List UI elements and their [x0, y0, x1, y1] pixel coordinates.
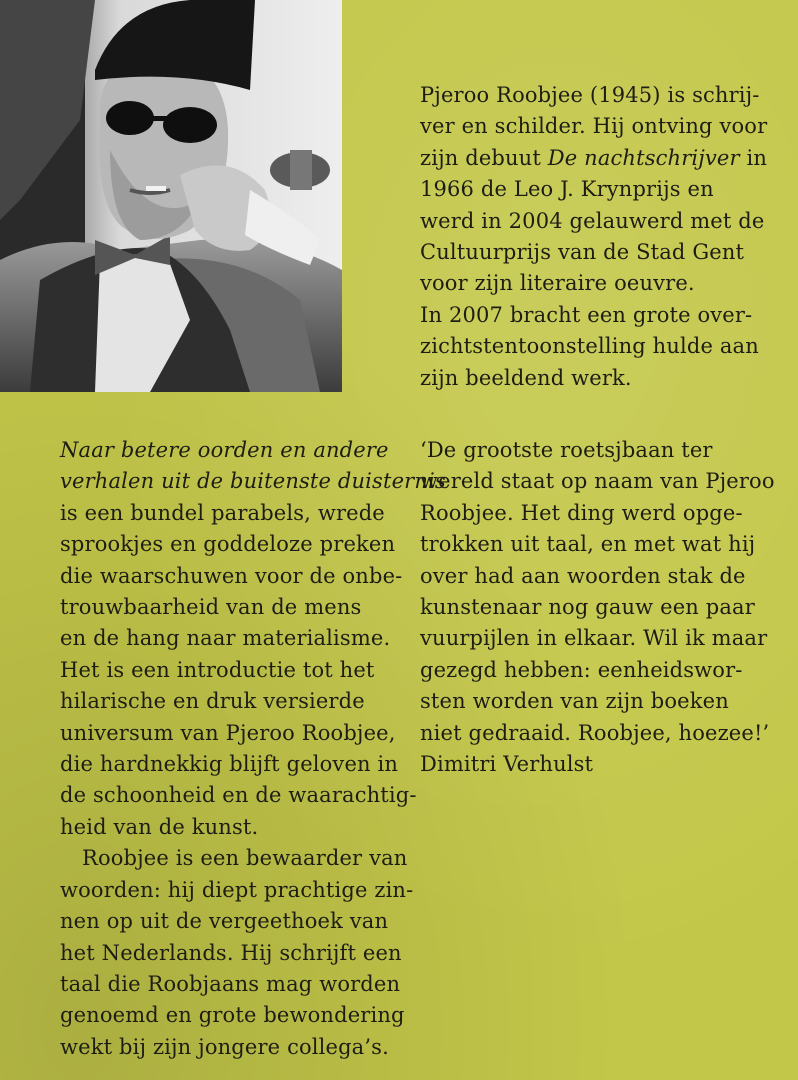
- blurb-line: wekt bij zijn jongere collega’s.: [60, 1034, 389, 1059]
- book-title-line: Naar betere oorden en andere: [60, 438, 389, 462]
- blurb-line: het Nederlands. Hij schrijft een: [60, 940, 402, 965]
- bio-line: 1966 de Leo J. Krynprijs en: [420, 177, 714, 202]
- author-photo: [0, 0, 342, 392]
- bio-line: Pjeroo Roobjee (1945) is schrij-: [420, 83, 760, 107]
- quote-line: niet gedraaid. Roobjee, hoezee!’: [420, 720, 770, 745]
- blurb-line: is een bundel parabels, wrede: [60, 500, 385, 525]
- blurb-line: en de hang naar materialisme.: [60, 626, 391, 651]
- blurb-line: woorden: hij diept prachtige zin-: [60, 877, 414, 902]
- blurb-line: hilarische en druk versierde: [60, 689, 365, 714]
- quote-line: trokken uit taal, en met wat hij: [420, 532, 756, 557]
- quote-line: Roobjee. Het ding werd opge-: [420, 500, 743, 525]
- blurb-line: nen op uit de vergeethoek van: [60, 909, 389, 934]
- quote-line: vuurpijlen in elkaar. Wil ik maar: [420, 626, 768, 651]
- blurb-line: sprookjes en goddeloze preken: [60, 532, 396, 557]
- blurb-line: taal die Roobjaans mag worden: [60, 971, 401, 996]
- quote-line: ‘De grootste roetsjbaan ter: [420, 438, 713, 462]
- blurb-line: de schoonheid en de waarachtig-: [60, 783, 417, 808]
- debut-title: De nachtschrijver: [547, 145, 740, 170]
- blurb-line: universum van Pjeroo Roobjee,: [60, 720, 396, 745]
- blurb-line: genoemd en grote bewondering: [60, 1003, 405, 1028]
- quote-line: sten worden van zijn boeken: [420, 689, 729, 714]
- quote-line: wereld staat op naam van Pjeroo: [420, 469, 775, 494]
- blurb-line: Roobjee is een bewaarder van: [82, 846, 408, 871]
- quote-line: gezegd hebben: eenheidswor-: [420, 657, 743, 682]
- bio-line: voor zijn literaire oeuvre.: [420, 271, 695, 296]
- bio-line: Cultuurprijs van de Stad Gent: [420, 240, 745, 265]
- author-portrait-image: [0, 0, 342, 392]
- review-quote: [420, 435, 775, 780]
- quote-attribution: Dimitri Verhulst: [420, 752, 594, 777]
- bio-line: In 2007 bracht een grote over-: [420, 302, 753, 327]
- bio-line: zijn beeldend werk.: [420, 365, 632, 390]
- bio-line: werd in 2004 gelauwerd met de: [420, 208, 765, 233]
- blurb-line: heid van de kunst.: [60, 814, 259, 839]
- blurb-line: die waarschuwen voor de onbe-: [60, 563, 403, 588]
- blurb-line: Het is een introductie tot het: [60, 657, 375, 682]
- book-title-line: verhalen uit de buitenste duisternis: [60, 469, 446, 494]
- quote-line: kunstenaar nog gauw een paar: [420, 595, 755, 620]
- quote-line: over had aan woorden stak de: [420, 563, 746, 588]
- bio-line: zijn debuut De nachtschrijver in: [420, 145, 768, 170]
- book-blurb: [60, 435, 446, 1063]
- bio-line: zichtstentoonstelling hulde aan: [420, 334, 759, 359]
- bio-line: ver en schilder. Hij ontving voor: [420, 114, 768, 139]
- blurb-line: die hardnekkig blijft geloven in: [60, 752, 399, 777]
- blurb-line: trouwbaarheid van de mens: [60, 595, 362, 620]
- author-bio: [420, 80, 767, 394]
